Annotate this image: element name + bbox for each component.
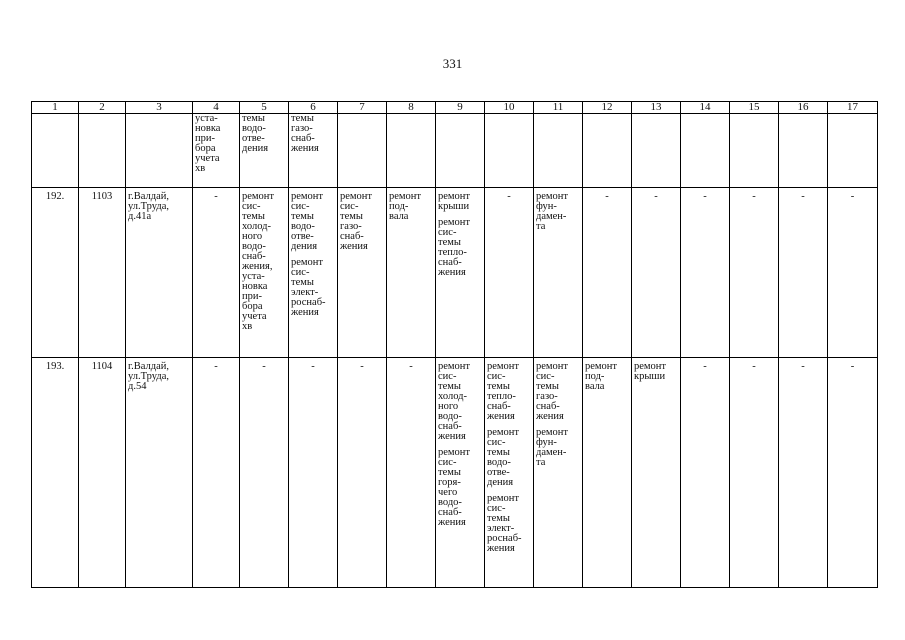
column-header-11: 11 (534, 102, 583, 114)
table-cell-col-6 (289, 114, 338, 188)
table-cell-col-8 (387, 358, 436, 588)
cell-text: ремонт крыши (634, 361, 667, 382)
repair-schedule-table (31, 101, 878, 588)
cell-text: - (801, 191, 805, 202)
table-cell-col-4 (193, 358, 240, 588)
cell-text: - (752, 361, 756, 372)
column-header-2: 2 (79, 102, 126, 114)
cell-text: ремонт сис- темы холод- ного водо- снаб- жения, уста- новка при- бора учета хв (242, 191, 275, 332)
cell-text: ремонт фун- дамен- та (536, 427, 569, 468)
cell-text: ремонт фун- дамен- та (536, 191, 569, 232)
table-cell-col-8 (387, 114, 436, 188)
cell-text: - (214, 361, 218, 372)
table-cell-col-1 (32, 188, 79, 358)
table-cell-col-15 (730, 358, 779, 588)
cell-text: 192. (45, 191, 65, 202)
cell-text: - (703, 361, 707, 372)
table-cell-col-4 (193, 114, 240, 188)
table-row (32, 358, 878, 588)
cell-text: темы водо- отве- дения (242, 113, 269, 154)
table-cell-col-7 (338, 114, 387, 188)
cell-text: ремонт сис- темы тепло- снаб- жения (487, 361, 520, 422)
header-row (32, 102, 878, 114)
table-cell-col-14 (681, 358, 730, 588)
cell-text: - (605, 191, 609, 202)
cell-text: ремонт сис- темы водо- отве- дения (291, 191, 324, 252)
cell-text: ремонт под- вала (585, 361, 618, 392)
table-cell-col-1 (32, 358, 79, 588)
table-cell-col-6 (289, 188, 338, 358)
table-cell-col-10 (485, 358, 534, 588)
column-header-16: 16 (779, 102, 828, 114)
table-cell-col-14 (681, 114, 730, 188)
cell-text: ремонт сис- темы газо- снаб- жения (340, 191, 373, 252)
table-cell-col-11 (534, 114, 583, 188)
table-cell-col-17 (828, 114, 878, 188)
cell-text: 1103 (91, 191, 113, 202)
table-cell-col-17 (828, 188, 878, 358)
table-cell-col-5 (240, 188, 289, 358)
cell-text: - (801, 361, 805, 372)
table-cell-col-15 (730, 188, 779, 358)
cell-text: ремонт сис- темы элект- роснаб- жения (291, 257, 326, 318)
column-header-4: 4 (193, 102, 240, 114)
column-header-1: 1 (32, 102, 79, 114)
table-cell-col-2 (79, 188, 126, 358)
cell-text: - (360, 361, 364, 372)
table-body (32, 114, 878, 588)
cell-text: уста- новка при- бора учета хв (195, 113, 221, 174)
table-cell-col-3 (126, 358, 193, 588)
table-cell-col-11 (534, 188, 583, 358)
table-cell-col-9 (436, 358, 485, 588)
table-row (32, 114, 878, 188)
table-cell-col-3 (126, 188, 193, 358)
cell-text: 193. (45, 361, 65, 372)
table-cell-col-7 (338, 358, 387, 588)
table-cell-col-4 (193, 188, 240, 358)
table-cell-col-12 (583, 188, 632, 358)
column-header-5: 5 (240, 102, 289, 114)
table-cell-col-7 (338, 188, 387, 358)
cell-text: - (214, 191, 218, 202)
column-header-6: 6 (289, 102, 338, 114)
table-cell-col-8 (387, 188, 436, 358)
cell-text: - (850, 361, 855, 372)
table-cell-col-16 (779, 114, 828, 188)
table-cell-col-16 (779, 188, 828, 358)
cell-text: - (409, 361, 413, 372)
table-cell-col-11 (534, 358, 583, 588)
table-cell-col-14 (681, 188, 730, 358)
cell-text: - (654, 191, 658, 202)
table-cell-col-5 (240, 358, 289, 588)
table-cell-col-2 (79, 114, 126, 188)
table-cell-col-10 (485, 114, 534, 188)
column-header-15: 15 (730, 102, 779, 114)
cell-text: - (752, 191, 756, 202)
column-header-3: 3 (126, 102, 193, 114)
page-number: 331 (442, 56, 463, 71)
column-header-17: 17 (828, 102, 878, 114)
cell-text: ремонт под- вала (389, 191, 422, 222)
cell-text: темы газо- снаб- жения (291, 113, 319, 154)
cell-text: ремонт сис- темы элект- роснаб- жения (487, 493, 522, 554)
table-cell-col-16 (779, 358, 828, 588)
table-cell-col-17 (828, 358, 878, 588)
table-cell-col-13 (632, 358, 681, 588)
cell-text: ремонт сис- темы газо- снаб- жения (536, 361, 569, 422)
table-cell-col-13 (632, 114, 681, 188)
table-cell-col-9 (436, 114, 485, 188)
table-cell-col-15 (730, 114, 779, 188)
cell-text: г.Валдай, ул.Труда, д.54 (128, 361, 169, 392)
table-row (32, 188, 878, 358)
cell-text: - (850, 191, 855, 202)
table-cell-col-12 (583, 114, 632, 188)
cell-text: г.Валдай, ул.Труда, д.41а (128, 191, 169, 222)
cell-text: ремонт сис- темы водо- отве- дения (487, 427, 520, 488)
column-header-10: 10 (485, 102, 534, 114)
cell-text: - (507, 191, 511, 202)
table-cell-col-6 (289, 358, 338, 588)
cell-text: - (262, 361, 266, 372)
column-header-8: 8 (387, 102, 436, 114)
table-cell-col-5 (240, 114, 289, 188)
table-cell-col-9 (436, 188, 485, 358)
cell-text: - (703, 191, 707, 202)
table-cell-col-2 (79, 358, 126, 588)
column-header-12: 12 (583, 102, 632, 114)
column-header-13: 13 (632, 102, 681, 114)
table-cell-col-3 (126, 114, 193, 188)
cell-text: ремонт сис- темы холод- ного водо- снаб- жения (438, 361, 471, 442)
column-header-7: 7 (338, 102, 387, 114)
cell-text: ремонт сис- темы горя- чего водо- снаб- жения (438, 447, 471, 528)
table-cell-col-1 (32, 114, 79, 188)
column-header-9: 9 (436, 102, 485, 114)
cell-text: 1104 (91, 361, 113, 372)
table-cell-col-13 (632, 188, 681, 358)
cell-text: - (311, 361, 315, 372)
table-cell-col-12 (583, 358, 632, 588)
column-header-14: 14 (681, 102, 730, 114)
cell-text: ремонт сис- темы тепло- снаб- жения (438, 217, 471, 278)
table-cell-col-10 (485, 188, 534, 358)
cell-text: ремонт крыши (438, 191, 471, 212)
